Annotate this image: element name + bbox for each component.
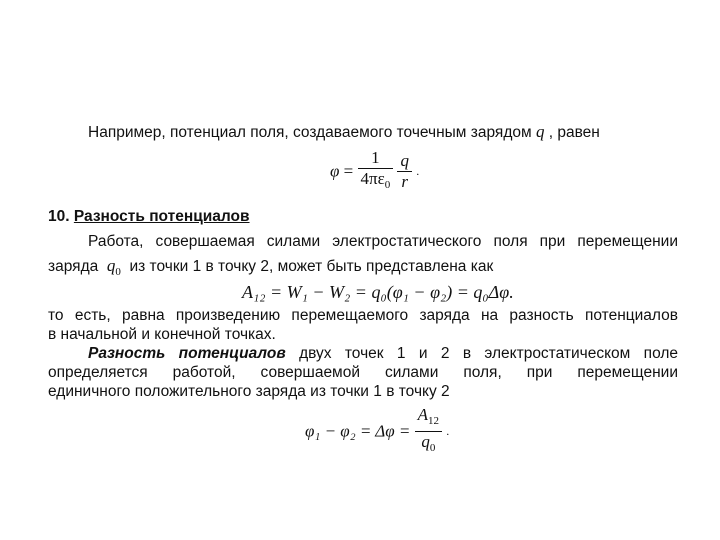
potential-difference-formula — [305, 405, 449, 458]
fraction-numerator-q: q — [397, 151, 412, 172]
intro-text-end: , равен — [548, 124, 600, 141]
para2-line1: то есть, равна произведению перемещаемого заряда на разность потенциалов — [48, 307, 678, 324]
para2-line2: в начальной и конечной точках. — [48, 326, 276, 343]
fraction-denominator: $4\pi\varepsilon_0$ — [360, 169, 391, 191]
intro-text: Например, потенциал поля, создаваемого точечным зарядом — [88, 124, 532, 141]
fraction-numerator: 1 — [358, 148, 394, 169]
para1-line2: заряда $q_0$ из точки 1 в точку 2, может быть представлена как — [48, 256, 494, 278]
fraction-denominator-r: r — [401, 172, 409, 191]
charge-q0: $q_0$ — [106, 256, 121, 278]
period: . — [416, 164, 420, 178]
intro-line — [88, 123, 600, 142]
para1-line1: Работа, совершаемая силами электростатического поля при перемещении — [88, 233, 678, 250]
term-potential-difference: Разность потенциалов — [88, 345, 286, 362]
work-formula: A₁₂ = W₁ − W₂ = q₀(φ₁ − φ₂) = q₀Δφ. — [242, 282, 514, 302]
section-heading — [48, 208, 250, 226]
section-title: Разность потенциалов — [73, 208, 250, 225]
fraction-a-over-q — [415, 405, 442, 458]
para3-line1: Разность потенциалов двух точек 1 и 2 в электростатическом поле — [88, 345, 679, 362]
period-end: . — [446, 424, 450, 438]
phi-symbol: φ — [330, 161, 340, 181]
equals-sign: = — [343, 161, 354, 181]
charge-symbol: q — [535, 122, 545, 141]
para3-line3: единичного положительного заряда из точки 1 в точку 2 — [48, 383, 450, 400]
fraction-denominator-q: $q_0$ — [421, 432, 436, 454]
para3-line2: определяется работой, совершаемой силами поля, при перемещении — [48, 364, 678, 381]
section-number: 10. — [48, 208, 70, 225]
fraction-numerator-a: $A_{12}$ — [415, 405, 442, 432]
fraction-q-over-r — [397, 151, 412, 192]
fraction-coefficient — [358, 148, 394, 195]
formula-lhs: φ₁ − φ₂ = Δφ = — [305, 421, 411, 441]
potential-formula — [330, 148, 419, 195]
